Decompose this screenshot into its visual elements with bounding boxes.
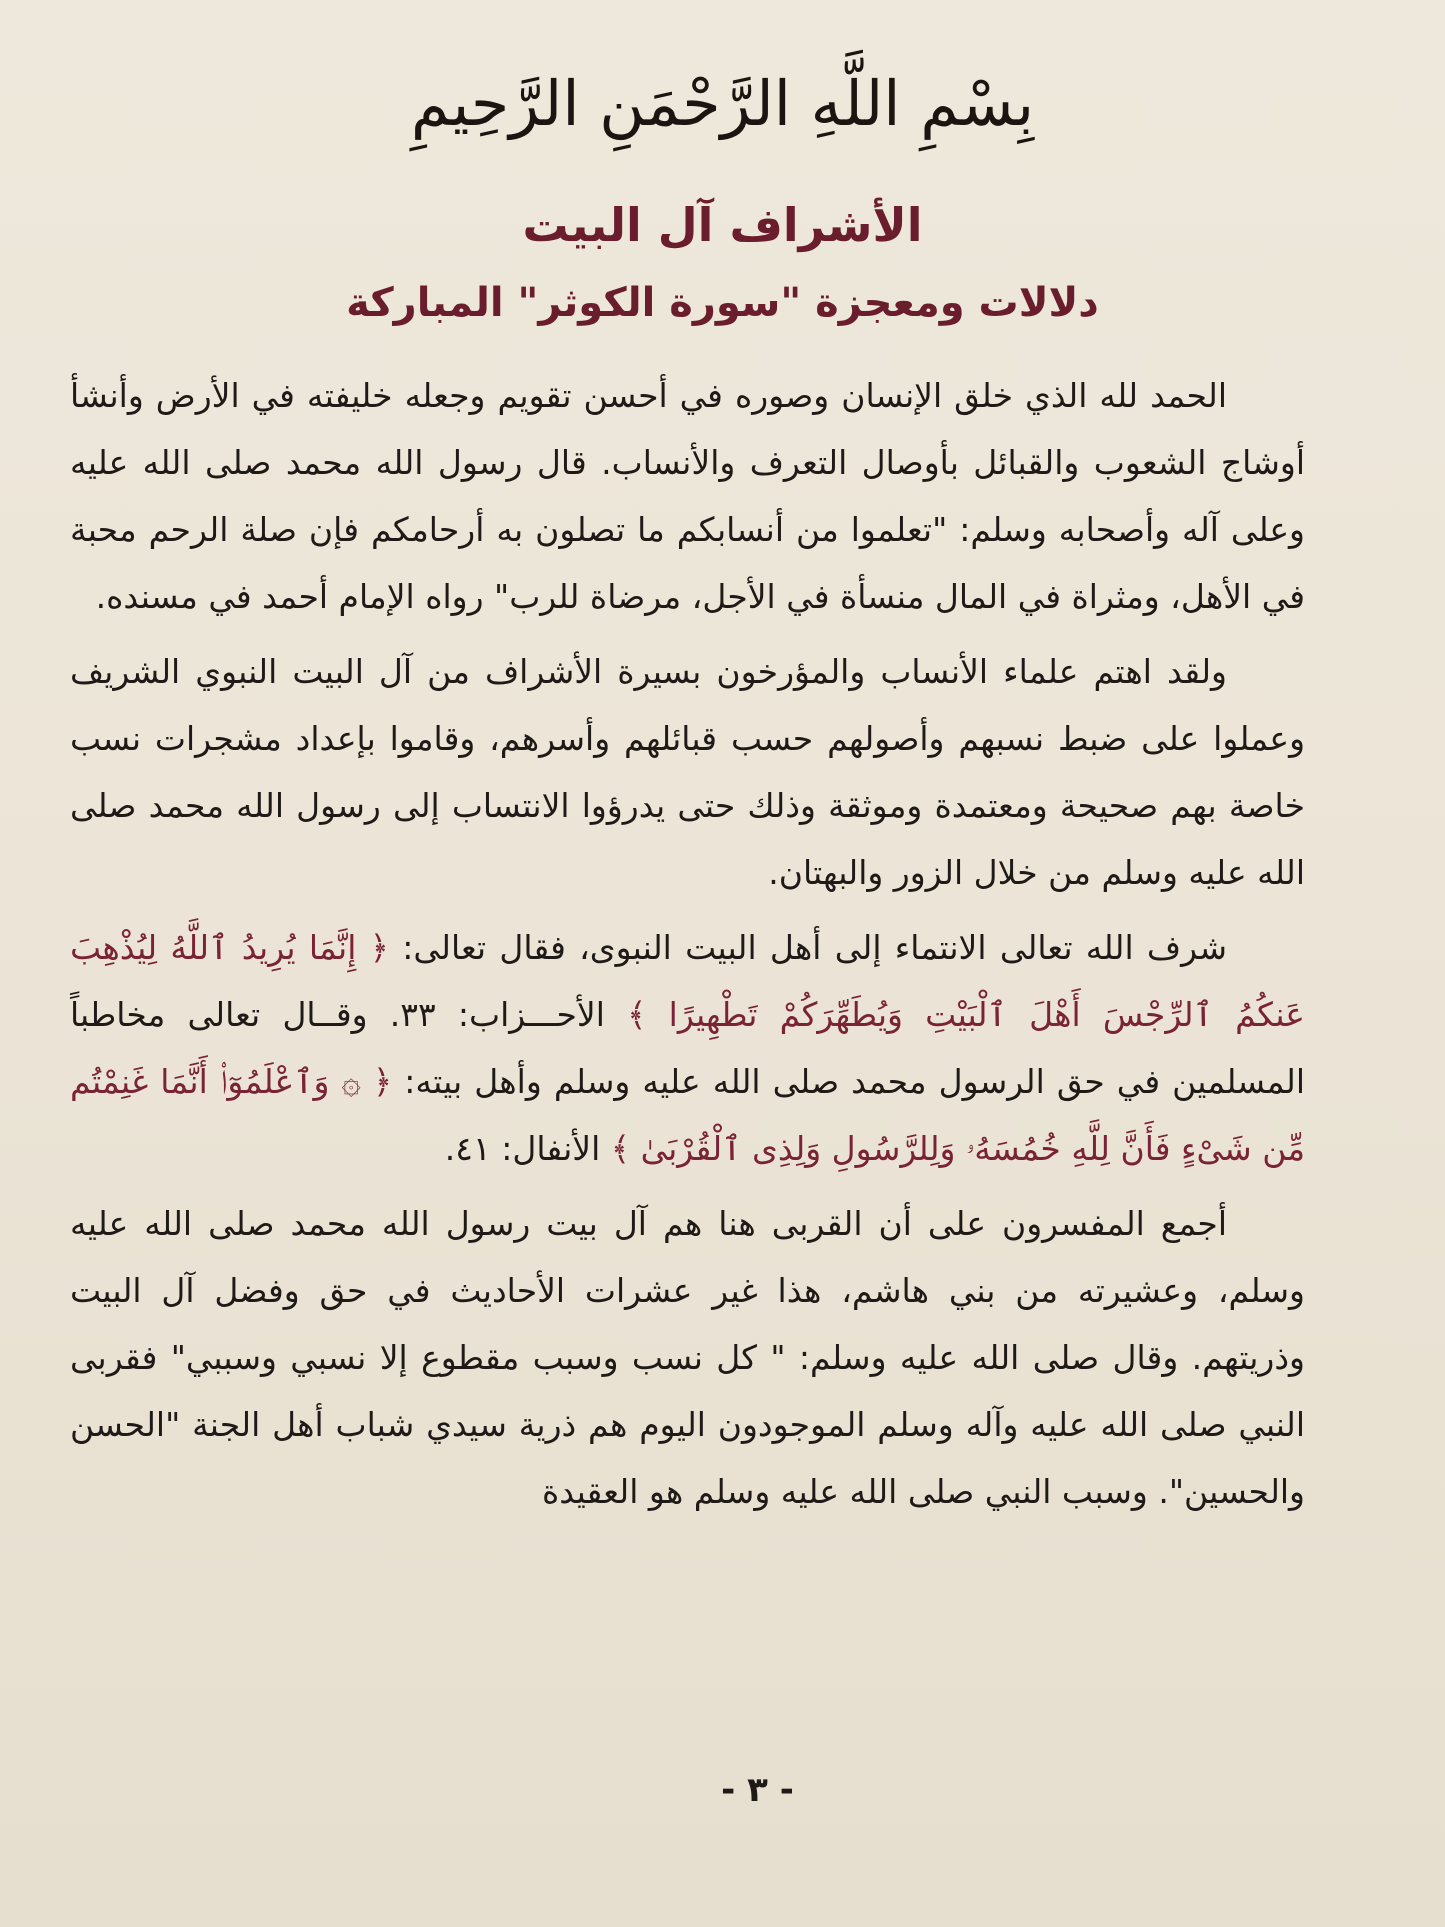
basmala-heading: بِسْمِ اللَّهِ الرَّحْمَنِ الرَّحِيمِ <box>410 67 1035 140</box>
page-title: الأشراف آل البيت <box>522 198 923 253</box>
verses-intro-text: شرف الله تعالى الانتماء إلى أهل البيت النبوى، فقال تعالى: <box>388 928 1227 968</box>
verse-reference-ahzab: الأحـــزاب: ٣٣. وقــال تعالى مخاطباً المسلمين في حق الرسول محمد صلى الله عليه وسلم وأهل بيته: <box>70 995 1305 1102</box>
quran-verse-ahzab: ﴿ إِنَّمَا يُرِيدُ ٱللَّهُ لِيُذْهِبَ عَنكُمُ ٱلرِّجْسَ أَهْلَ ٱلْبَيْتِ وَيُطَهِّرَكُمْ تَطْهِيرًا ﴾ <box>70 928 1305 1035</box>
paragraph-genealogists: ولقد اهتم علماء الأنساب والمؤرخون بسيرة الأشراف من آل البيت النبوي الشريف وعملوا على ضبط نسبهم وأصولهم حسب قبائلهم وأسرهم، وقاموا بإعداد مشجرات نسب خاصة بهم صحيحة ومعتمدة وموثقة وذلك حتى يدرؤوا الانتساب إلى رسول الله محمد صلى الله عليه وسلم من خلال الزور والبهتان. <box>70 652 1305 893</box>
paragraph-commentators: أجمع المفسرون على أن القربى هنا هم آل بيت رسول الله محمد صلى الله عليه وسلم، وعشيرته من بني هاشم، هذا غير عشرات الأحاديث في حق وفضل آل البيت وذريتهم. وقال صلى الله عليه وسلم: " كل نسب وسبب مقطوع إلا نسبي وسببي" فقربى النبي صلى الله عليه وآله وسلم الموجودون اليوم هم ذرية سيدي شباب أهل الجنة "الحسن والحسين". وسبب النبي صلى الله عليه وسلم هو العقيدة <box>70 1204 1305 1512</box>
paragraph-intro: الحمد لله الذي خلق الإنسان وصوره في أحسن تقويم وجعله خليفته في الأرض وأنشأ أوشاج الشعوب والقبائل بأوصال التعرف والأنساب. قال رسول الله محمد صلى الله عليه وعلى آله وأصحابه وسلم: "تعلموا من أنسابكم ما تصلون به أرحامكم فإن صلة الرحم محبة في الأهل، ومثراة في المال منسأة في الأجل، مرضاة للرب" رواه الإمام أحمد في مسنده. <box>70 376 1305 617</box>
page-number: - ٣ - <box>721 1770 794 1810</box>
quran-verse-anfal: ﴿ ۞ وَٱعْلَمُوٓا۟ أَنَّمَا غَنِمْتُم مِّن شَىْءٍ فَأَنَّ لِلَّهِ خُمُسَهُۥ وَلِلرَّسُولِ وَلِذِى ٱلْقُرْبَىٰ ﴾ <box>70 1062 1305 1169</box>
page-subtitle: دلالات ومعجزة "سورة الكوثر" المباركة <box>346 280 1099 327</box>
verse-reference-anfal: الأنفال: ٤١. <box>444 1129 611 1169</box>
paragraph-verses <box>70 914 1305 1182</box>
